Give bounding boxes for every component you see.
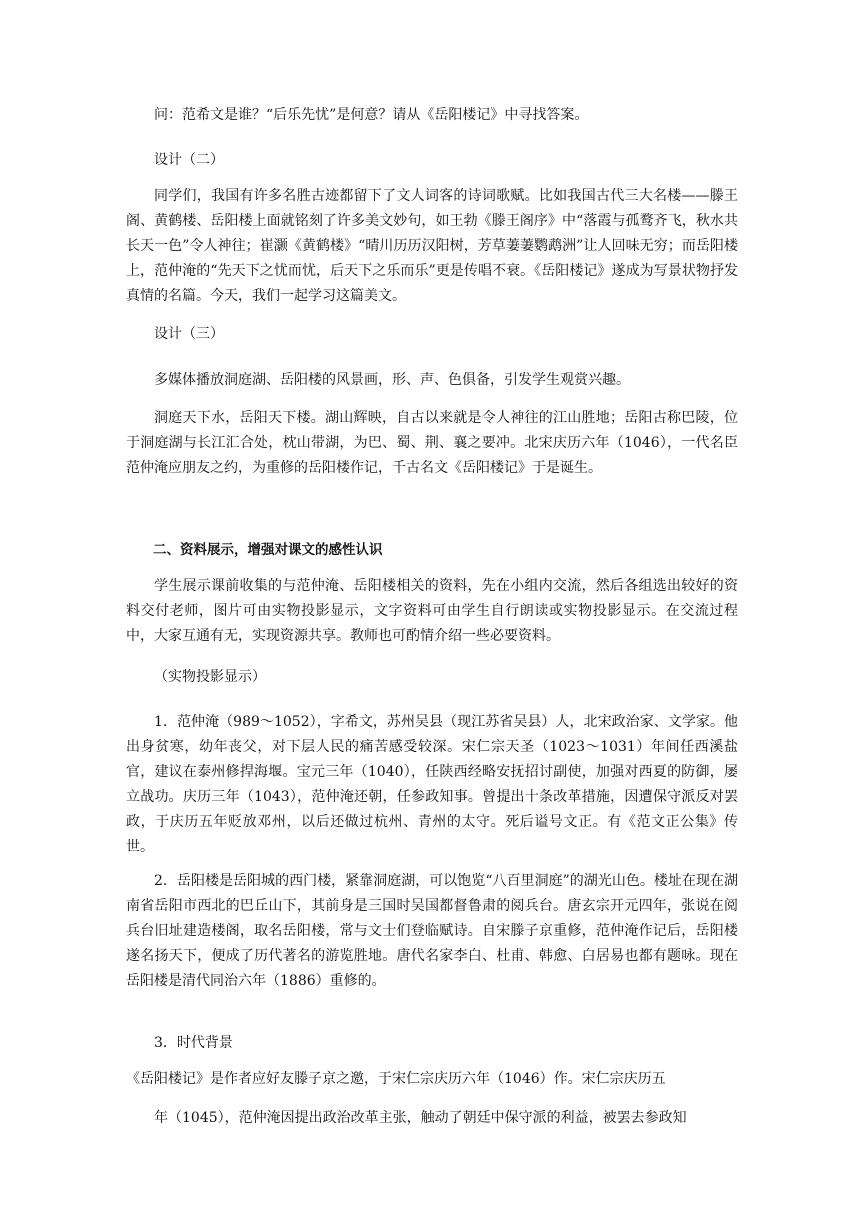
background-line-one: 《岳阳楼记》是作者应好友滕子京之邀，于宋仁宗庆历六年（1046）作。宋仁宗庆历五 bbox=[126, 1071, 666, 1087]
question-paragraph: 问：范希文是谁？“后乐先忧”是何意？请从《岳阳楼记》中寻找答案。 bbox=[154, 107, 589, 123]
section-two-heading: 二、资料展示，增强对课文的感性认识 bbox=[153, 542, 383, 558]
item-two-paragraph: 2．岳阳楼是岳阳城的西门楼，紧靠洞庭湖，可以饱览“八百里洞庭”的湖光山色。楼址在现在湖南省岳阳市西北的巴丘山下，其前身是三国时吴国都督鲁肃的阅兵台。唐玄宗开元四年，张说在阅兵台旧址建造楼阁，取名岳阳楼，常与文士们登临赋诗。自宋滕子京重修，范仲淹作记后，岳阳楼遂名扬天下，便成了历代著名的游览胜地。唐代名家李白、杜甫、韩愈、白居易也都有题咏。现在岳阳楼是清代同治六年（1886）重修的。 bbox=[126, 873, 738, 989]
materials-paragraph: 学生展示课前收集的与范仲淹、岳阳楼相关的资料，先在小组内交流，然后各组选出较好的资料交付老师，图片可由实物投影显示，文字资料可由学生自行朗读或实物投影显示。在交流过程中，大家互通有无，实现资源共享。教师也可酌情介绍一些必要资料。 bbox=[126, 578, 738, 644]
intro-paragraph: 同学们，我国有许多名胜古迹都留下了文人词客的诗词歌赋。比如我国古代三大名楼——滕王阁、黄鹤楼、岳阳楼上面就铭刻了许多美文妙句，如王勃《滕王阁序》中“落霞与孤鹜齐飞，秋水共长天一色”令人神往；崔灏《黄鹤楼》“晴川历历汉阳树，芳草萋萋鹦鹉洲”让人回味无穷；而岳阳楼上，范仲淹的“先天下之忧而忧，后天下之乐而乐”更是传唱不衰。《岳阳楼记》遂成为写景状物抒发真情的名篇。今天，我们一起学习这篇美文。 bbox=[126, 188, 738, 304]
design-three-heading: 设计（三） bbox=[154, 326, 224, 342]
item-one-paragraph: 1．范仲淹（989～1052），字希文，苏州吴县（现江苏省吴县）人，北宋政治家、文学家。他出身贫寒，幼年丧父，对下层人民的痛苦感受较深。宋仁宗天圣（1023～1031）年间任西溪盐官，建议在泰州修捍海堰。宝元三年（1040），任陕西经略安抚招讨副使，加强对西夏的防御，屡立战功。庆历三年（1043），范仲淹还朝，任参政知事。曾提出十条改革措施，因遭保守派反对罢政，于庆历五年贬放邓州，以后还做过杭州、青州的太守。死后谥号文正。有《范文正公集》传世。 bbox=[126, 714, 738, 855]
dongting-paragraph: 洞庭天下水，岳阳天下楼。湖山辉映，自古以来就是令人神往的江山胜地；岳阳古称巴陵，位于洞庭湖与长江汇合处，枕山带湖，为巴、蜀、荆、襄之要冲。北宋庆历六年（1046），一代名臣范仲淹应朋友之约，为重修的岳阳楼作记，千古名文《岳阳楼记》于是诞生。 bbox=[126, 410, 738, 476]
projection-note: （实物投影显示） bbox=[154, 669, 266, 685]
item-three-heading: 3．时代背景 bbox=[154, 1035, 233, 1051]
media-paragraph: 多媒体播放洞庭湖、岳阳楼的风景画，形、声、色俱备，引发学生观赏兴趣。 bbox=[154, 372, 630, 388]
background-line-two: 年（1045），范仲淹因提出政治改革主张，触动了朝廷中保守派的利益，被罢去参政知 bbox=[154, 1110, 687, 1126]
design-two-heading: 设计（二） bbox=[154, 152, 224, 168]
